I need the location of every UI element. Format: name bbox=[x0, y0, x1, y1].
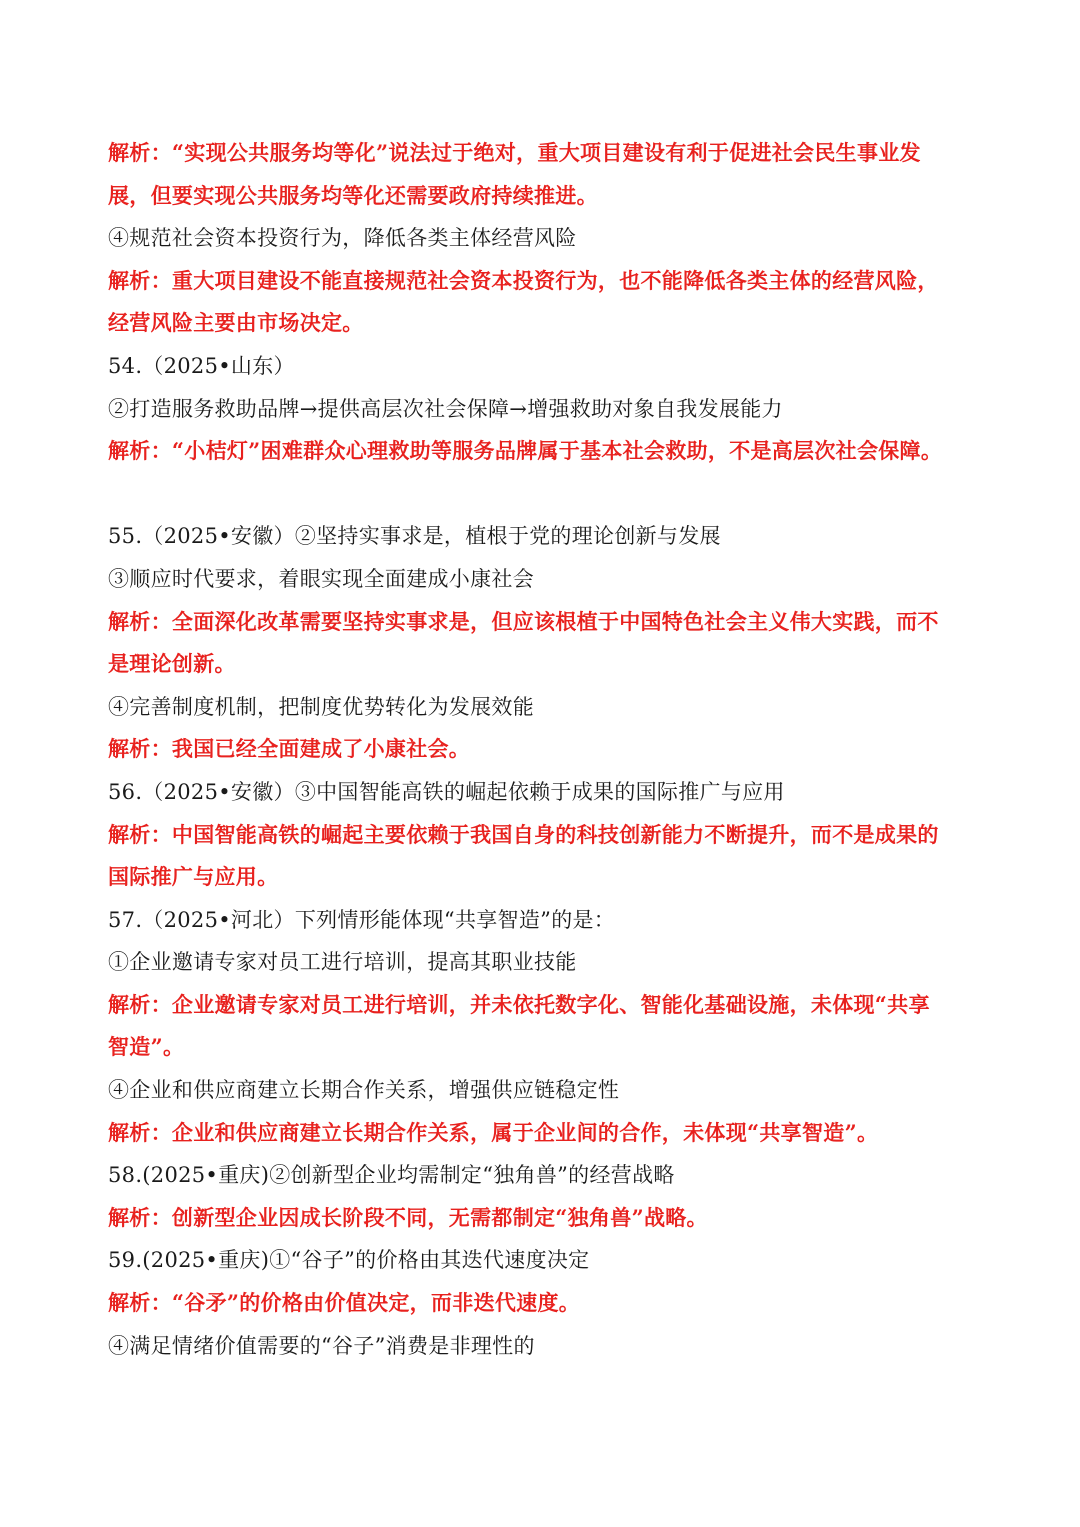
question-line: ④完善制度机制，把制度优势转化为发展效能 bbox=[108, 694, 534, 719]
question-line: ①企业邀请专家对员工进行培训，提高其职业技能 bbox=[108, 950, 577, 975]
analysis-line: 解析：“小桔灯”困难群众心理救助等服务品牌属于基本社会救助，不是高层次社会保障。 bbox=[108, 438, 943, 464]
question-line: ④规范社会资本投资行为，降低各类主体经营风险 bbox=[108, 226, 577, 251]
analysis-line: 是理论创新。 bbox=[108, 651, 236, 677]
analysis-line: 解析：重大项目建设不能直接规范社会资本投资行为，也不能降低各类主体的经营风险， bbox=[108, 267, 939, 293]
question-line: 57.（2025•河北）下列情形能体现“共享智造”的是： bbox=[108, 907, 616, 932]
question-line: 56.（2025•安徽）③中国智能高铁的崛起依赖于成果的国际推广与应用 bbox=[108, 779, 785, 804]
question-line: ④满足情绪价值需要的“谷子”消费是非理性的 bbox=[108, 1333, 535, 1358]
analysis-line: 解析：企业和供应商建立长期合作关系，属于企业间的合作，未体现“共享智造”。 bbox=[108, 1119, 879, 1145]
blank-line bbox=[108, 473, 988, 516]
analysis-line: 解析：企业邀请专家对员工进行培训，并未依托数字化、智能化基础设施，未体现“共享 bbox=[108, 991, 930, 1017]
analysis-line: 解析：创新型企业因成长阶段不同，无需都制定“独角兽”战略。 bbox=[108, 1204, 708, 1230]
document-body bbox=[108, 132, 988, 1367]
question-line: ④企业和供应商建立长期合作关系，增强供应链稳定性 bbox=[108, 1078, 620, 1103]
question-line: ③顺应时代要求，着眼实现全面建成小康社会 bbox=[108, 566, 534, 591]
question-line: 58.(2025•重庆)②创新型企业均需制定“独角兽”的经营战略 bbox=[108, 1163, 675, 1188]
analysis-line: 智造”。 bbox=[108, 1034, 185, 1060]
analysis-line: 解析：“谷矛”的价格由价值决定，而非迭代速度。 bbox=[108, 1290, 581, 1316]
analysis-line: 解析：我国已经全面建成了小康社会。 bbox=[108, 736, 471, 762]
question-line: 59.(2025•重庆)①“谷子”的价格由其迭代速度决定 bbox=[108, 1248, 590, 1273]
analysis-line: 解析：全面深化改革需要坚持实事求是，但应该根植于中国特色社会主义伟大实践，而不 bbox=[108, 608, 939, 634]
analysis-line: 经营风险主要由市场决定。 bbox=[108, 310, 364, 336]
analysis-line: 展，但要实现公共服务均等化还需要政府持续推进。 bbox=[108, 182, 598, 208]
analysis-line: 国际推广与应用。 bbox=[108, 864, 279, 890]
question-line: 54.（2025•山东） bbox=[108, 353, 295, 378]
analysis-line: 解析：中国智能高铁的崛起主要依赖于我国自身的科技创新能力不断提升，而不是成果的 bbox=[108, 821, 939, 847]
question-line: 55.（2025•安徽）②坚持实事求是，植根于党的理论创新与发展 bbox=[108, 524, 721, 549]
analysis-line: 解析：“实现公共服务均等化”说法过于绝对，重大项目建设有利于促进社会民生事业发 bbox=[108, 140, 921, 165]
question-line: ②打造服务救助品牌→提供高层次社会保障→增强救助对象自我发展能力 bbox=[108, 396, 783, 421]
